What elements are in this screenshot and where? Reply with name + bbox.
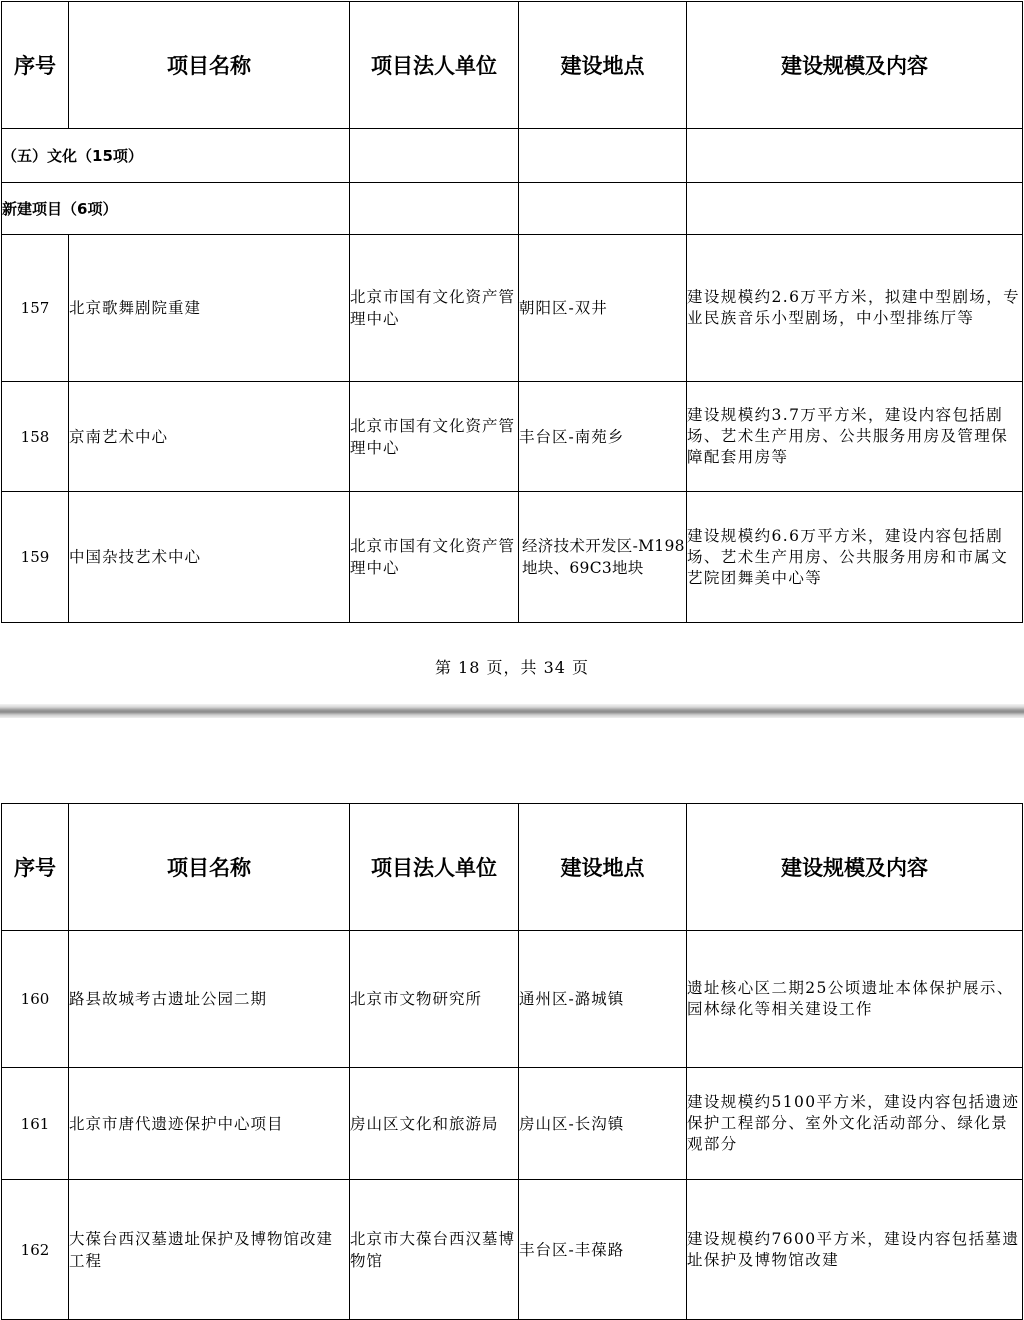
row-location: 丰台区-南苑乡 <box>519 382 687 492</box>
row-seq: 157 <box>2 235 69 382</box>
table-row <box>2 931 1023 1068</box>
row-name: 中国杂技艺术中心 <box>69 492 350 623</box>
header-location: 建设地点 <box>519 2 687 129</box>
project-table-page-18 <box>1 1 1023 623</box>
row-name: 京南艺术中心 <box>69 382 350 492</box>
row-scale: 遗址核心区二期25公顷遗址本体保护展示、园林绿化等相关建设工作 <box>687 931 1023 1068</box>
row-name: 大葆台西汉墓遗址保护及博物馆改建工程 <box>69 1180 350 1320</box>
row-seq: 160 <box>2 931 69 1068</box>
document-page-19 <box>0 718 1024 1304</box>
empty-cell <box>350 129 519 183</box>
row-location: 房山区-长沟镇 <box>519 1068 687 1180</box>
empty-cell <box>519 183 687 235</box>
row-owner: 北京市大葆台西汉墓博物馆 <box>350 1180 519 1320</box>
table-row <box>2 492 1023 623</box>
row-seq: 158 <box>2 382 69 492</box>
header-name: 项目名称 <box>69 2 350 129</box>
row-scale: 建设规模约5100平方米，建设内容包括遗迹保护工程部分、室外文化活动部分、绿化景观部分 <box>687 1068 1023 1180</box>
row-location: 经济技术开发区-M198地块、69C3地块 <box>519 492 687 623</box>
table-header-row <box>2 2 1023 129</box>
row-owner: 北京市文物研究所 <box>350 931 519 1068</box>
row-scale: 建设规模约7600平方米，建设内容包括墓遗址保护及博物馆改建 <box>687 1180 1023 1320</box>
row-name: 路县故城考古遗址公园二期 <box>69 931 350 1068</box>
header-seq: 序号 <box>2 2 69 129</box>
page-divider <box>0 704 1024 718</box>
header-scale: 建设规模及内容 <box>687 2 1023 129</box>
empty-cell <box>519 129 687 183</box>
table-header-row <box>2 804 1023 931</box>
table-row <box>2 1068 1023 1180</box>
empty-cell <box>350 183 519 235</box>
subsection-title: 新建项目（6项） <box>2 183 350 235</box>
row-seq: 162 <box>2 1180 69 1320</box>
row-owner: 北京市国有文化资产管理中心 <box>350 492 519 623</box>
section-title: （五）文化（15项） <box>2 129 350 183</box>
row-seq: 159 <box>2 492 69 623</box>
row-owner: 房山区文化和旅游局 <box>350 1068 519 1180</box>
row-scale: 建设规模约6.6万平方米，建设内容包括剧场、艺术生产用房、公共服务用房和市属文艺院团舞美中心等 <box>687 492 1023 623</box>
row-owner: 北京市国有文化资产管理中心 <box>350 382 519 492</box>
header-name: 项目名称 <box>69 804 350 931</box>
subsection-row <box>2 183 1023 235</box>
row-location: 朝阳区-双井 <box>519 235 687 382</box>
project-table-page-19 <box>1 803 1023 1320</box>
empty-cell <box>687 129 1023 183</box>
page-number-footer: 第 18 页，共 34 页 <box>434 658 590 677</box>
header-seq: 序号 <box>2 804 69 931</box>
section-row <box>2 129 1023 183</box>
row-location: 通州区-潞城镇 <box>519 931 687 1068</box>
row-location: 丰台区-丰葆路 <box>519 1180 687 1320</box>
table-row <box>2 235 1023 382</box>
row-name: 北京市唐代遗迹保护中心项目 <box>69 1068 350 1180</box>
header-owner: 项目法人单位 <box>350 2 519 129</box>
table-row <box>2 1180 1023 1320</box>
header-scale: 建设规模及内容 <box>687 804 1023 931</box>
row-owner: 北京市国有文化资产管理中心 <box>350 235 519 382</box>
row-scale: 建设规模约3.7万平方米，建设内容包括剧场、艺术生产用房、公共服务用房及管理保障配套用房等 <box>687 382 1023 492</box>
row-seq: 161 <box>2 1068 69 1180</box>
header-owner: 项目法人单位 <box>350 804 519 931</box>
header-location: 建设地点 <box>519 804 687 931</box>
row-scale: 建设规模约2.6万平方米，拟建中型剧场，专业民族音乐小型剧场，中小型排练厅等 <box>687 235 1023 382</box>
row-name: 北京歌舞剧院重建 <box>69 235 350 382</box>
table-row <box>2 382 1023 492</box>
empty-cell <box>687 183 1023 235</box>
